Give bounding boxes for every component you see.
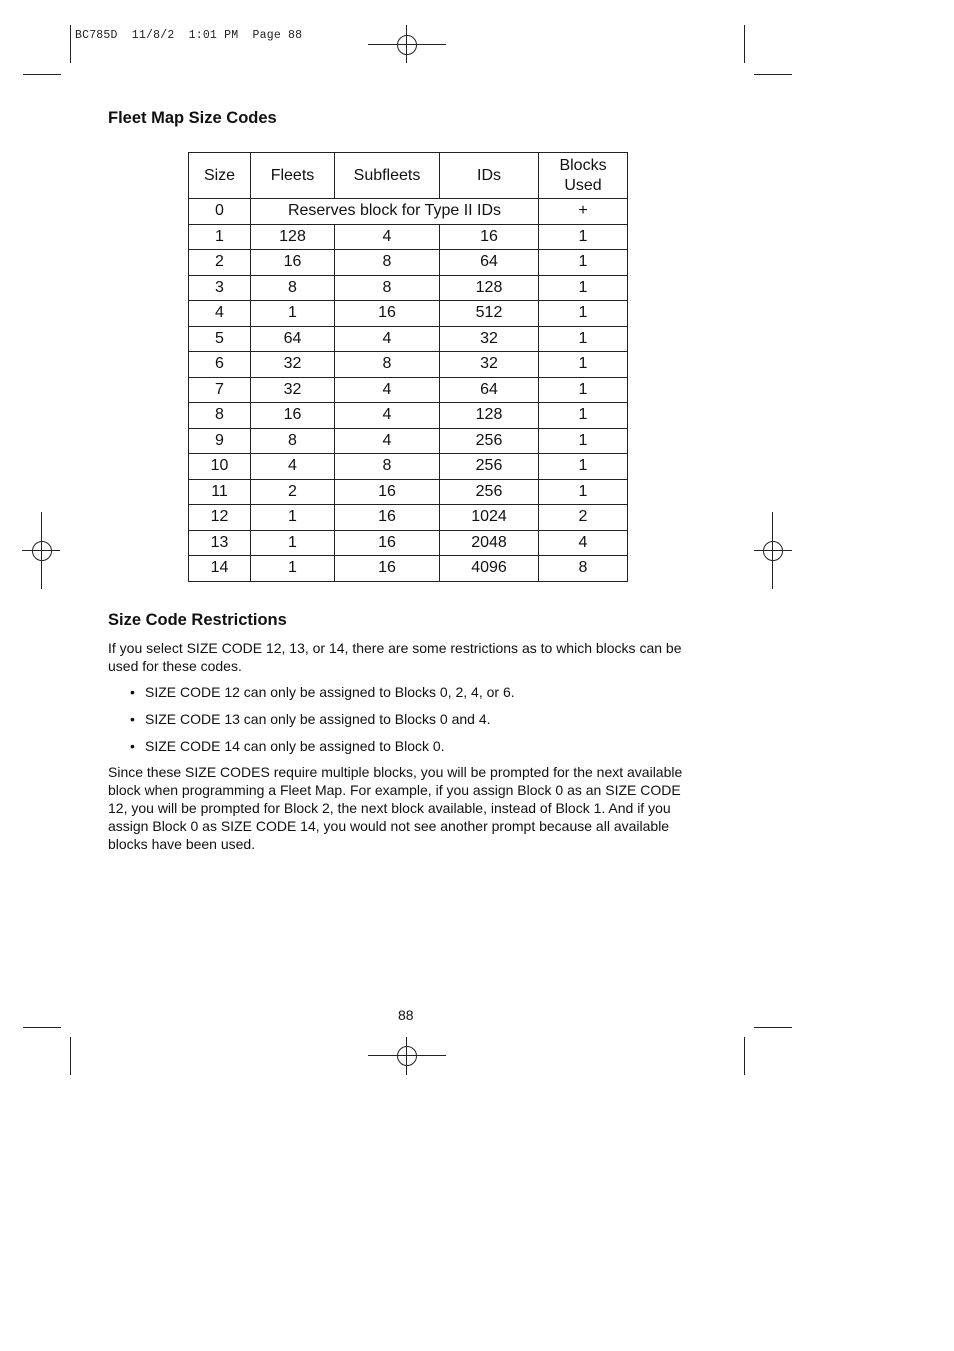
cell-blocks: 1: [539, 250, 628, 276]
cell-size: 1: [189, 224, 251, 250]
cell-size: 4: [189, 301, 251, 327]
cell-reserve-note: Reserves block for Type II IDs: [251, 199, 539, 225]
bullet-icon: •: [130, 711, 135, 727]
heading-size-code-restrictions: Size Code Restrictions: [108, 611, 287, 629]
cell-fleets: 8: [251, 275, 335, 301]
list-item-text: SIZE CODE 12 can only be assigned to Blocks 0, 2, 4, or 6.: [145, 684, 515, 700]
cell-blocks: +: [539, 199, 628, 225]
cell-ids: 512: [440, 301, 539, 327]
cell-ids: 64: [440, 377, 539, 403]
cell-size: 11: [189, 479, 251, 505]
cell-size: 7: [189, 377, 251, 403]
list-item: [130, 683, 515, 710]
cell-subfleets: 16: [335, 301, 440, 327]
heading-fleet-map-size-codes: Fleet Map Size Codes: [108, 109, 277, 127]
list-item: [130, 710, 515, 737]
cell-size: 3: [189, 275, 251, 301]
cell-blocks: 1: [539, 326, 628, 352]
table-row: [189, 326, 628, 352]
table-row: [189, 250, 628, 276]
cell-subfleets: 8: [335, 275, 440, 301]
list-item: [130, 737, 515, 764]
cell-size: 5: [189, 326, 251, 352]
cell-fleets: 8: [251, 428, 335, 454]
cell-ids: 32: [440, 326, 539, 352]
cell-fleets: 128: [251, 224, 335, 250]
cell-ids: 128: [440, 403, 539, 429]
cell-blocks: 4: [539, 530, 628, 556]
cell-ids: 128: [440, 275, 539, 301]
cell-fleets: 1: [251, 301, 335, 327]
closing-paragraph: Since these SIZE CODES require multiple blocks, you will be prompted for the next available block when programming a Fleet Map. For example, if you assign Block 0 as an SIZE CODE 12, you will be prompted for Block 2, the next block available, instead of Block 1. And if you assign Block 0 as SIZE CODE 14, you would not see another prompt because all available blocks have been used.: [108, 764, 683, 852]
cell-blocks: 1: [539, 377, 628, 403]
cell-fleets: 4: [251, 454, 335, 480]
cell-size: 9: [189, 428, 251, 454]
printer-slug: BC785D 11/8/2 1:01 PM Page 88: [75, 29, 303, 42]
cell-ids: 64: [440, 250, 539, 276]
cell-subfleets: 16: [335, 505, 440, 531]
cell-size: 6: [189, 352, 251, 378]
cell-fleets: 32: [251, 352, 335, 378]
table-row: [189, 530, 628, 556]
list-item-text: SIZE CODE 13 can only be assigned to Blocks 0 and 4.: [145, 711, 491, 727]
cell-fleets: 1: [251, 530, 335, 556]
table-row: [189, 454, 628, 480]
table-row: [189, 224, 628, 250]
table-row: [189, 479, 628, 505]
cell-size: 14: [189, 556, 251, 582]
intro-paragraph: If you select SIZE CODE 12, 13, or 14, there are some restrictions as to which blocks can be used for these codes.: [108, 640, 682, 674]
cell-fleets: 64: [251, 326, 335, 352]
header-blocks-used-label: Blocks Used: [559, 156, 607, 194]
cell-subfleets: 4: [335, 377, 440, 403]
cell-ids: 256: [440, 428, 539, 454]
cell-blocks: 1: [539, 428, 628, 454]
bullet-icon: •: [130, 684, 135, 700]
cell-ids: 32: [440, 352, 539, 378]
cell-size: 2: [189, 250, 251, 276]
cell-size: 10: [189, 454, 251, 480]
cell-blocks: 1: [539, 224, 628, 250]
cell-blocks: 1: [539, 403, 628, 429]
cell-blocks: 2: [539, 505, 628, 531]
table-row: [189, 352, 628, 378]
cell-fleets: 1: [251, 556, 335, 582]
cell-subfleets: 4: [335, 224, 440, 250]
cell-ids: 4096: [440, 556, 539, 582]
bullet-icon: •: [130, 738, 135, 754]
cell-fleets: 32: [251, 377, 335, 403]
page-number: 88: [398, 1007, 414, 1023]
cell-fleets: 16: [251, 403, 335, 429]
cell-size: 12: [189, 505, 251, 531]
header-fleets: Fleets: [251, 153, 335, 199]
cell-subfleets: 4: [335, 403, 440, 429]
cell-ids: 256: [440, 479, 539, 505]
table-row: [189, 403, 628, 429]
table-row: [189, 301, 628, 327]
table-row: [189, 505, 628, 531]
table-row: [189, 377, 628, 403]
cell-ids: 2048: [440, 530, 539, 556]
header-size: Size: [189, 153, 251, 199]
cell-size: 13: [189, 530, 251, 556]
restriction-list: [130, 683, 515, 764]
cell-blocks: 1: [539, 275, 628, 301]
cell-fleets: 16: [251, 250, 335, 276]
header-blocks-used: [539, 153, 628, 199]
cell-subfleets: 16: [335, 556, 440, 582]
header-subfleets: Subfleets: [335, 153, 440, 199]
cell-ids: 1024: [440, 505, 539, 531]
cell-fleets: 1: [251, 505, 335, 531]
cell-subfleets: 4: [335, 428, 440, 454]
table-row: [189, 428, 628, 454]
cell-size: 8: [189, 403, 251, 429]
table-row-reserve: [189, 199, 628, 225]
list-item-text: SIZE CODE 14 can only be assigned to Block 0.: [145, 738, 445, 754]
table-header-row: [189, 153, 628, 199]
cell-blocks: 1: [539, 301, 628, 327]
table-row: [189, 556, 628, 582]
cell-ids: 16: [440, 224, 539, 250]
header-ids: IDs: [440, 153, 539, 199]
cell-size: 0: [189, 199, 251, 225]
fleet-map-size-table: [188, 152, 628, 582]
cell-blocks: 8: [539, 556, 628, 582]
cell-blocks: 1: [539, 352, 628, 378]
cell-subfleets: 8: [335, 250, 440, 276]
cell-subfleets: 4: [335, 326, 440, 352]
cell-ids: 256: [440, 454, 539, 480]
cell-subfleets: 8: [335, 352, 440, 378]
cell-subfleets: 8: [335, 454, 440, 480]
cell-subfleets: 16: [335, 479, 440, 505]
cell-blocks: 1: [539, 454, 628, 480]
cell-fleets: 2: [251, 479, 335, 505]
cell-subfleets: 16: [335, 530, 440, 556]
table-row: [189, 275, 628, 301]
cell-blocks: 1: [539, 479, 628, 505]
